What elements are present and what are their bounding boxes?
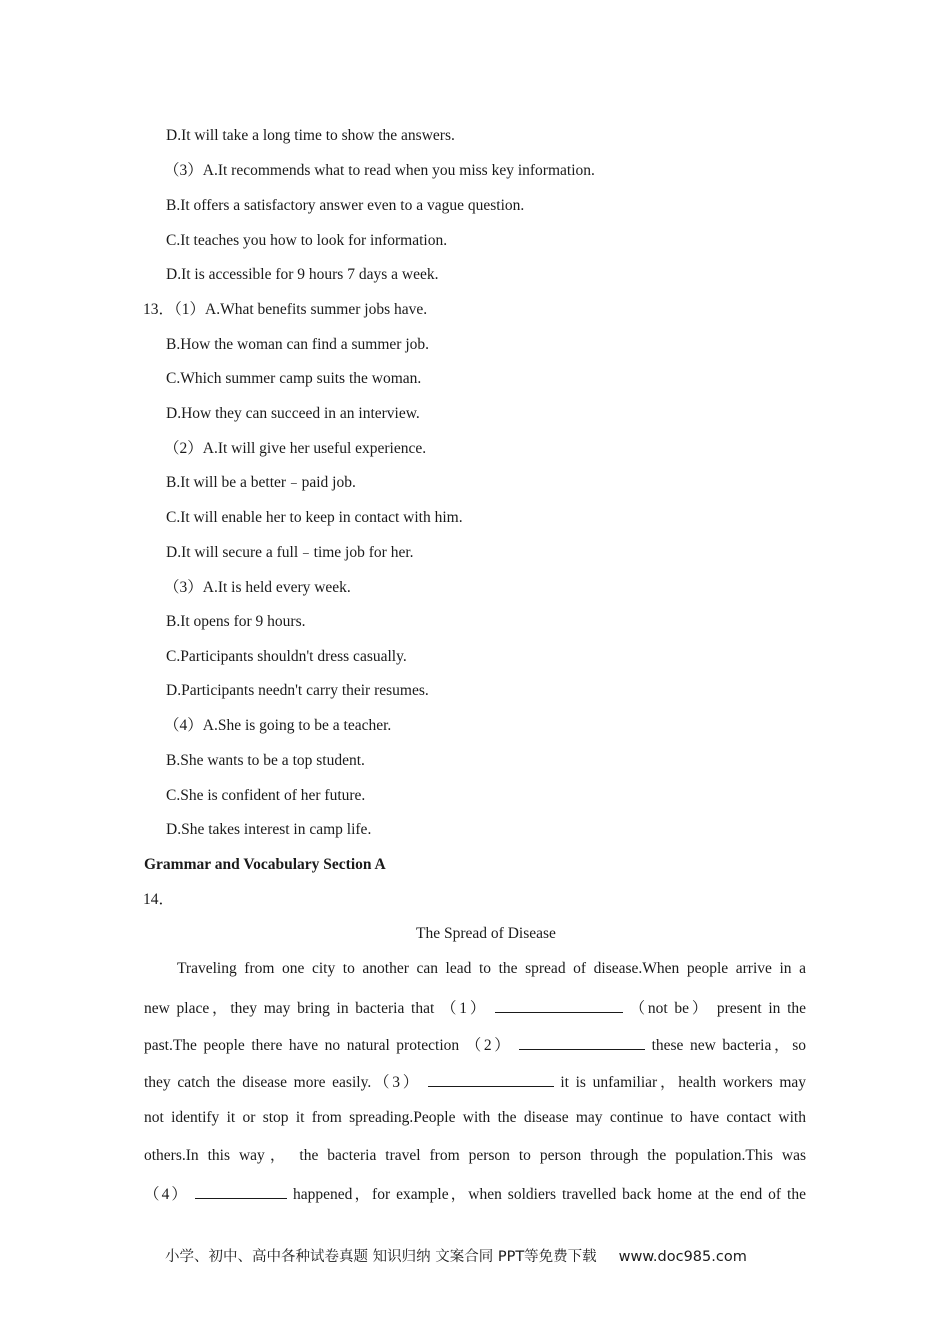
q13-4-option-b: B.She wants to be a top student. bbox=[166, 752, 365, 769]
q13-4-option-d: D.She takes interest in camp life. bbox=[166, 821, 372, 838]
q12-4-option-c: C.It teaches you how to look for information. bbox=[166, 232, 448, 249]
passage-line-2: new place，they may bring in bacteria that （1） （not be） present in the bbox=[144, 997, 806, 1017]
page-footer bbox=[165, 1245, 747, 1266]
q13-4-option-c: C.She is confident of her future. bbox=[166, 787, 366, 804]
q13-first-line bbox=[143, 300, 427, 320]
passage-line-1: Traveling from one city to another can lead to the spread of disease.When people arrive in a bbox=[177, 960, 806, 977]
blank-4[interactable] bbox=[195, 1183, 287, 1199]
blank-3[interactable] bbox=[428, 1071, 554, 1087]
q13-3-option-c: C.Participants shouldn't dress casually. bbox=[166, 648, 407, 665]
passage-line-4: they catch the disease more easily.（3） it is unfamiliar，health workers may bbox=[144, 1071, 806, 1091]
footer-url[interactable]: www.doc985.com bbox=[618, 1249, 747, 1265]
q14-number: 14． bbox=[143, 891, 175, 908]
blank-2[interactable] bbox=[519, 1034, 645, 1050]
q13-2-option-c: C.It will enable her to keep in contact with him. bbox=[166, 509, 463, 526]
passage-line-3: past.The people there have no natural protection （2） these new bacteria，so bbox=[144, 1034, 806, 1054]
q13-number: 13． bbox=[143, 301, 175, 318]
q13-1-option-d: D.How they can succeed in an interview. bbox=[166, 405, 420, 422]
passage-body bbox=[144, 959, 806, 979]
q13-1-option-c: C.Which summer camp suits the woman. bbox=[166, 370, 422, 387]
section-heading: Grammar and Vocabulary Section A bbox=[144, 856, 386, 873]
q12-4-option-a: （3）A.It recommends what to read when you miss key information. bbox=[164, 162, 595, 179]
q13-3-option-b: B.It opens for 9 hours. bbox=[166, 613, 306, 630]
q13-2-option-a: （2）A.It will give her useful experience. bbox=[164, 440, 427, 457]
q13-1-option-b: B.How the woman can find a summer job. bbox=[166, 336, 430, 353]
q12-4-option-d: D.It is accessible for 9 hours 7 days a week. bbox=[166, 266, 439, 283]
passage-line-6: others.In this way， the bacteria travel from person to person through the population.This was bbox=[144, 1147, 806, 1164]
footer-text: 小学、初中、高中各种试卷真题 知识归纳 文案合同 PPT等免费下载 bbox=[165, 1249, 597, 1265]
blank-1[interactable] bbox=[495, 997, 623, 1013]
passage-line-7: （4） happened，for example，when soldiers travelled back home at the end of the bbox=[144, 1183, 806, 1203]
passage-title: The Spread of Disease bbox=[416, 925, 556, 942]
q12-3-option-d: D.It will take a long time to show the answers. bbox=[166, 127, 455, 144]
q13-3-option-d: D.Participants needn't carry their resumes. bbox=[166, 682, 429, 699]
q12-4-option-b: B.It offers a satisfactory answer even to a vague question. bbox=[166, 197, 525, 214]
q13-1-option-a: （1）A.What benefits summer jobs have. bbox=[174, 301, 428, 318]
q13-4-option-a: （4）A.She is going to be a teacher. bbox=[164, 717, 392, 734]
q13-2-option-d: D.It will secure a full﹣time job for her. bbox=[166, 544, 414, 561]
q13-3-option-a: （3）A.It is held every week. bbox=[164, 579, 351, 596]
passage-line-5: not identify it or stop it from spreading.People with the disease may continue to have contact with bbox=[144, 1109, 806, 1126]
q13-2-option-b: B.It will be a better﹣paid job. bbox=[166, 474, 356, 491]
